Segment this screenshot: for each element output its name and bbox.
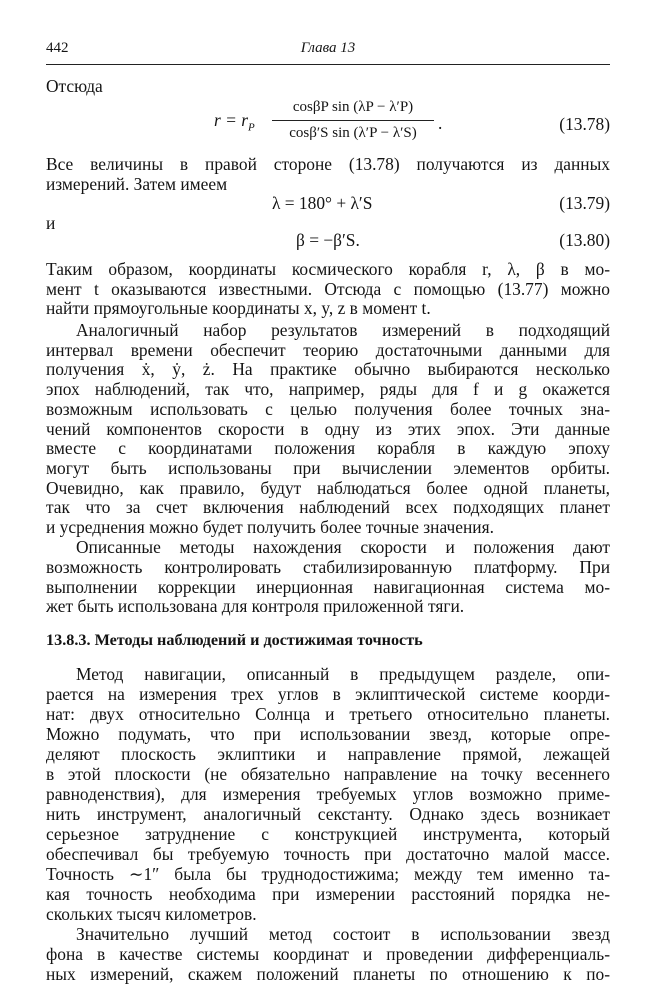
para3-line: могут быть использованы при вычислении элементов орбиты. <box>46 458 610 478</box>
section-heading: 13.8.3. Методы наблюдений и достижимая точность <box>46 631 423 649</box>
eq-13-78-lhs <box>214 110 255 137</box>
para5-line: Метод навигации, описанный в предыдущем разделе, опи- <box>76 664 610 684</box>
para5-line: скольких тысяч километров. <box>46 904 257 924</box>
eq-13-78-number: (13.78) <box>559 114 610 134</box>
eq-13-80-number: (13.80) <box>559 230 610 250</box>
para3-line: Очевидно, как правило, будут наблюдаться более одной планеты, <box>46 478 610 498</box>
eq-13-78-fraction-bar <box>272 120 434 121</box>
eq-13-80: β = −β′S. <box>296 230 360 250</box>
para3-line: Аналогичный набор результатов измерений в подходящий <box>76 320 610 340</box>
eq-13-78-period: . <box>438 113 443 133</box>
and-word: и <box>46 213 56 233</box>
para2-line: Таким образом, координаты космического корабля r, λ, β в мо- <box>46 259 610 279</box>
para3-line: возможным использовать с целью получения более точных зна- <box>46 399 610 419</box>
para3-line: и усреднения можно будет получить более точные значения. <box>46 517 494 537</box>
para1-line: Все величины в правой стороне (13.78) получаются из данных <box>46 154 610 174</box>
para5-line: кая точность необходима при измерении расстояний порядка не- <box>46 884 610 904</box>
para5-line: Можно подумать, что при использовании звезд, которые опре- <box>46 724 610 744</box>
para5-line: обеспечивал бы требуемую точность при достаточно малой массе. <box>46 844 610 864</box>
eq-13-78-numerator: cosβP sin (λP − λ′P) <box>292 99 414 115</box>
para3-line: вместе с координатами положения корабля в каждую эпоху <box>46 438 610 458</box>
para5-line: рается на измерения трех углов в эклиптической системе коорди- <box>46 684 610 704</box>
para5-line: деляют плоскость эклиптики и направление прямой, лежащей <box>46 744 610 764</box>
para3-line: чений компонентов скорости в одну из этих эпох. Эти данные <box>46 419 610 439</box>
para5-line: серьезное затруднение с конструкцией инструмента, который <box>46 824 610 844</box>
para5-line: в этой плоскости (не обязательно направление на точку весеннего <box>46 764 610 784</box>
eq-13-79-number: (13.79) <box>559 193 610 213</box>
running-header <box>46 40 610 65</box>
para1-line: измерений. Затем имеем <box>46 174 228 194</box>
para5-line: нат: двух относительно Солнца и третьего относительно планеты. <box>46 704 610 724</box>
para2-line: найти прямоугольные координаты x, y, z в момент t. <box>46 298 431 318</box>
para4-line: выполнении коррекции инерционная навигационная система мо- <box>46 577 610 597</box>
eq-13-78-lhs-sub: P <box>247 121 255 134</box>
para6-line: Значительно лучший метод состоит в использовании звезд <box>76 924 610 944</box>
para5-line: нить инструмент, аналогичный секстанту. Однако здесь возникает <box>46 804 610 824</box>
para3-line: получения ẋ, ẏ, ż. На практике обычно выбираются несколько <box>46 359 610 379</box>
para3-line: эпох наблюдений, так что, например, ряды для f и g окажется <box>46 379 610 399</box>
para4-line: возможность контролировать стабилизированную платформу. При <box>46 557 610 577</box>
eq-13-78-lhs-text: r = r <box>214 110 248 130</box>
para2-line: мент t оказываются известными. Отсюда с помощью (13.77) можно <box>46 279 610 299</box>
para4-line: Описанные методы нахождения скорости и положения дают <box>76 537 610 557</box>
eq-13-78-denominator: cosβ′S sin (λ′P − λ′S) <box>289 125 417 141</box>
para5-line: Точность ∼1″ была бы труднодостижима; между тем именно та- <box>46 864 610 884</box>
para3-line: интервал времени обеспечит теорию достаточными данными для <box>46 340 610 360</box>
para6-line: ных измерений, скажем положений планеты по отношению к по- <box>46 964 610 984</box>
para4-line: жет быть использована для контроля приложенной тяги. <box>46 596 465 616</box>
eq-13-79: λ = 180° + λ′S <box>272 193 373 213</box>
para6-line: фона в качестве системы координат и проведении дифференциаль- <box>46 944 610 964</box>
para3-line: так что за счет включения наблюдений всех подходящих планет <box>46 497 610 517</box>
intro-word: Отсюда <box>46 76 103 96</box>
chapter-title: Глава 13 <box>300 40 356 56</box>
page-number: 442 <box>46 40 69 56</box>
para5-line: равноденствия), для измерения требуемых углов возможно приме- <box>46 784 610 804</box>
